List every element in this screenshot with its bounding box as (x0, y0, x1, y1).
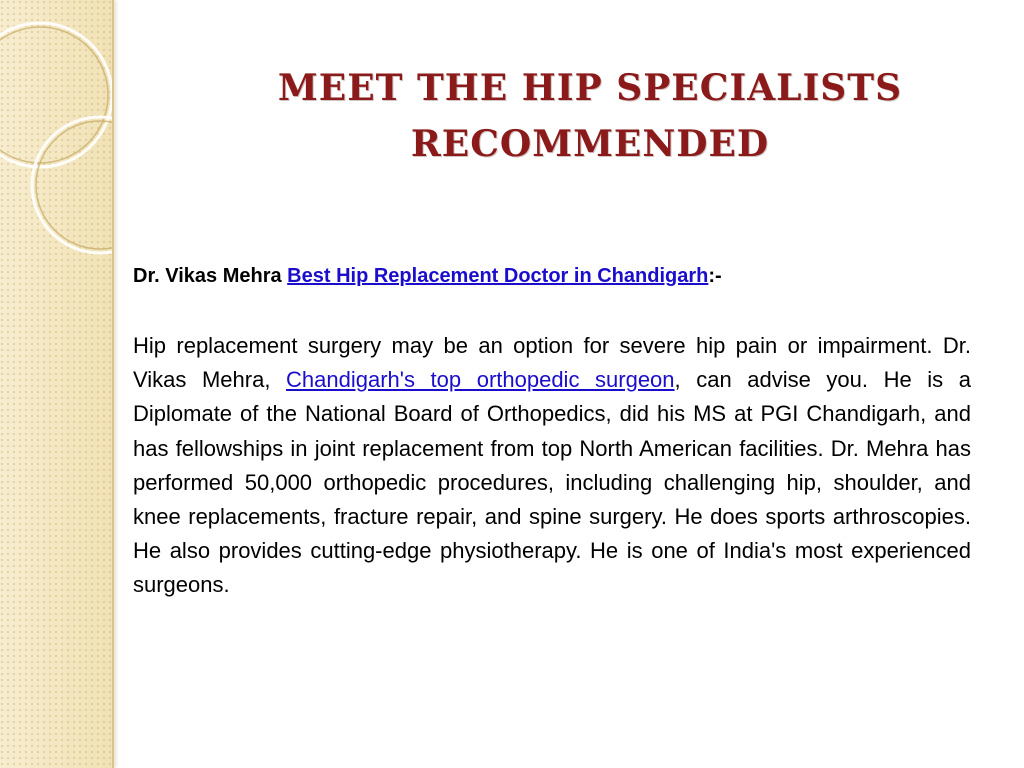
body-text-part1: Hip replacement surgery may be an option for severe hip pain or impairment. Dr. Vikas Mehra, (133, 333, 971, 393)
top-orthopedic-surgeon-link[interactable]: Chandigarh's top orthopedic surgeon (286, 367, 675, 393)
best-hip-doctor-link[interactable]: Best Hip Replacement Doctor in Chandigarh (287, 265, 709, 287)
heading-suffix: :- (708, 265, 722, 287)
doctor-heading (133, 259, 973, 293)
doctor-name: Dr. Vikas Mehra (133, 265, 282, 287)
page-title: MEET THE HIP SPECIALISTS RECOMMENDED (277, 67, 903, 165)
body-text-part2: , can advise you. He is a Diplomate of the National Board of Orthopedics, did his MS at PGI Chandigarh, and has fellowships in joint replacement from top North American facilities. Dr. Mehra has performed 50,000 orthopedic procedures, including challenging hip, shoulder, and knee replacements, fracture repair, and spine surgery. He does sports arthroscopies. He also provides cutting-edge physiotherapy. He is one of India's most experienced surgeons. (133, 367, 971, 598)
decorative-rings-icon (0, 0, 112, 768)
body-paragraph (133, 329, 971, 603)
decorative-side-panel (0, 0, 114, 768)
